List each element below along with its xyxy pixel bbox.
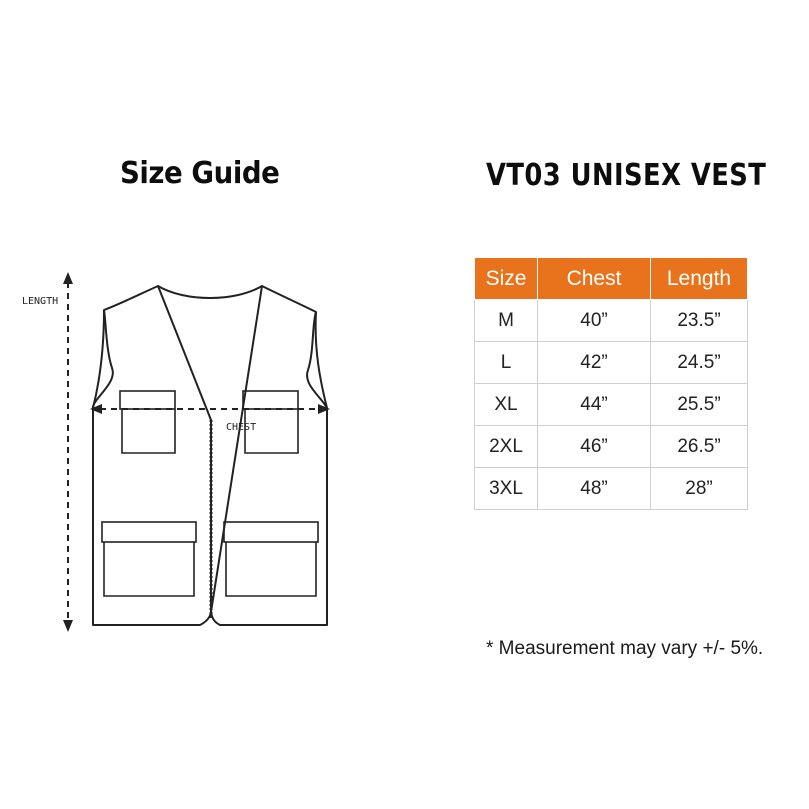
length-arrow (63, 272, 73, 632)
product-title: VT03 UNISEX VEST (486, 158, 767, 193)
cell-size: 3XL (475, 468, 538, 510)
table-row (475, 384, 748, 426)
cell-length: 24.5” (651, 342, 748, 384)
cell-size: XL (475, 384, 538, 426)
length-label: LENGTH (22, 296, 59, 307)
measurement-note: * Measurement may vary +/- 5%. (486, 638, 764, 659)
cell-size: L (475, 342, 538, 384)
table-row (475, 342, 748, 384)
table-row (475, 300, 748, 342)
cell-chest: 40” (538, 300, 651, 342)
table-row (475, 426, 748, 468)
header-length: Length (651, 258, 748, 300)
cell-length: 28” (651, 468, 748, 510)
cell-length: 25.5” (651, 384, 748, 426)
cell-length: 26.5” (651, 426, 748, 468)
table-row (475, 468, 748, 510)
cell-size: M (475, 300, 538, 342)
size-table (474, 257, 748, 510)
vest-diagram (0, 260, 360, 640)
cell-size: 2XL (475, 426, 538, 468)
cell-chest: 44” (538, 384, 651, 426)
cell-chest: 46” (538, 426, 651, 468)
cell-length: 23.5” (651, 300, 748, 342)
table-header-row (475, 258, 748, 300)
cell-chest: 42” (538, 342, 651, 384)
vest-outline (93, 286, 327, 625)
chest-label: CHEST (226, 422, 257, 433)
cell-chest: 48” (538, 468, 651, 510)
header-size: Size (475, 258, 538, 300)
header-chest: Chest (538, 258, 651, 300)
size-guide-title: Size Guide (120, 156, 280, 191)
chest-pockets (120, 391, 298, 453)
